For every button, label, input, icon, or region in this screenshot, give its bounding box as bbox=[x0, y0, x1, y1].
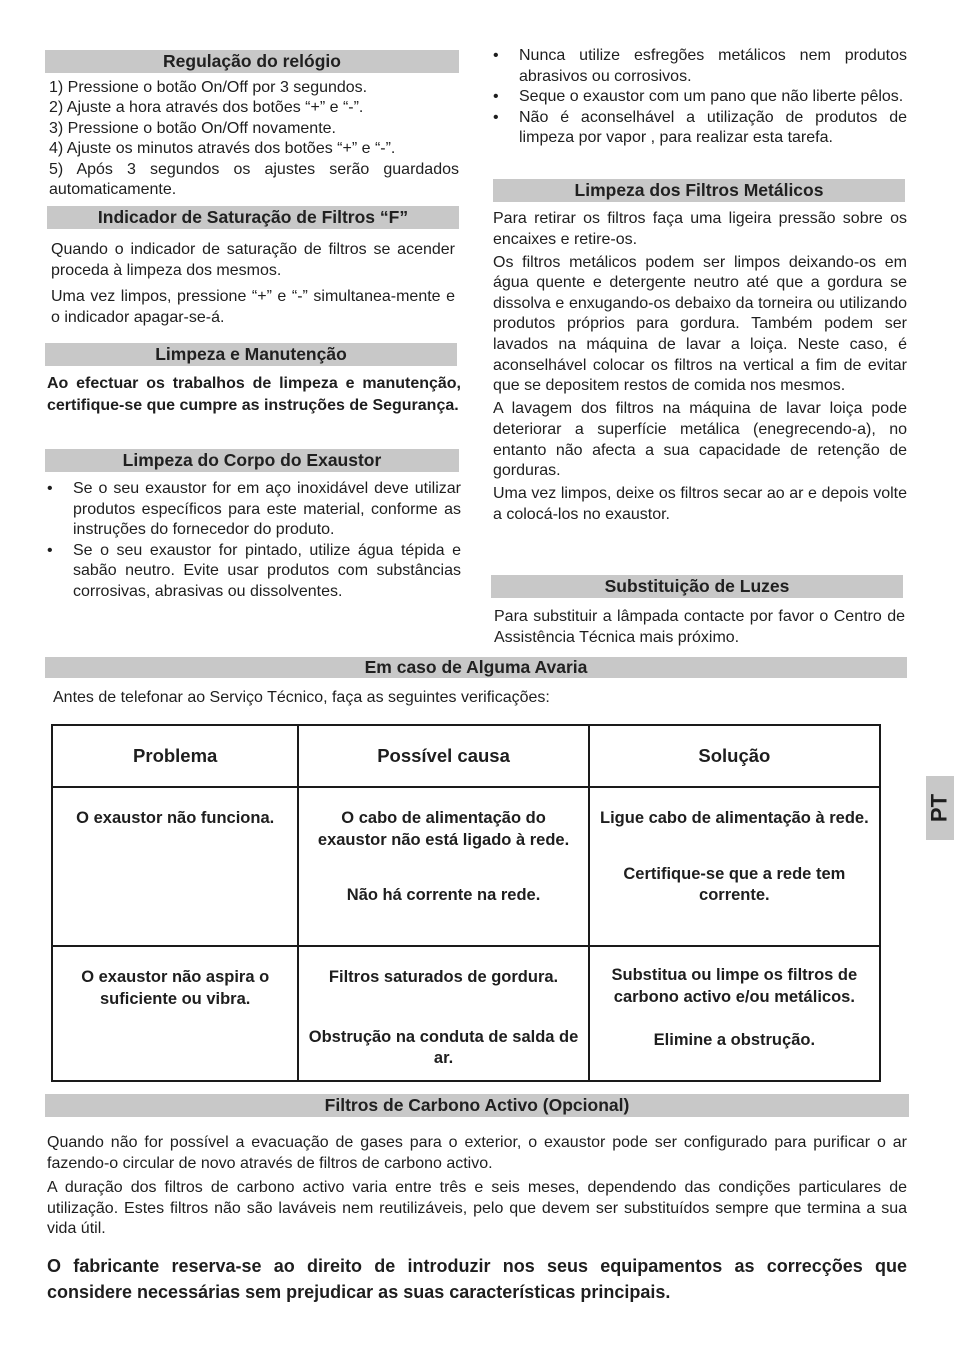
column-header-cause: Possível causa bbox=[298, 725, 588, 787]
solution-cell bbox=[589, 787, 880, 946]
heading-lights: Substituição de Luzes bbox=[491, 575, 903, 598]
cause-text: Não há corrente na rede. bbox=[346, 886, 541, 904]
table-header-row bbox=[52, 725, 880, 787]
carbon-p1: Quando não for possível a evacuação de gases para o exterior, o exaustor pode ser configurado para purificar o ar fazendo-o circular de novo através de filtros de carbono activo. bbox=[47, 1134, 907, 1172]
problem-text: O exaustor não aspira o suficiente ou vibra. bbox=[81, 968, 270, 1008]
solution-text: Ligue cabo de alimentação à rede. bbox=[600, 809, 869, 827]
solution-text: Certifique-se que a rede tem corrente. bbox=[623, 864, 846, 904]
lights-text: Para substituir a lâmpada contacte por favor o Centro de Assistência Técnica mais próximo. bbox=[494, 608, 905, 646]
clock-step-5: 5) Após 3 segundos os ajustes serão guardados automaticamente. bbox=[49, 160, 459, 199]
list-item: • Se o seu exaustor for pintado, utilize água tépida e sabão neutro. Evite usar produtos com substâncias corrosivas, abrasivas ou dissolventes. bbox=[47, 541, 461, 603]
cause-cell bbox=[298, 946, 588, 1081]
heading-maintenance: Limpeza e Manutenção bbox=[45, 343, 457, 366]
carbon-p2: A duração dos filtros de carbono activo varia entre três e seis meses, dependendo das condições particulares de utilização. Estes filtros não são laváveis nem reutilizáveis, pelo que devem ser substituídos sempre que termina a sua vida útil. bbox=[47, 1179, 907, 1238]
cause-text: O cabo de alimentação do exaustor não está ligado à rede. bbox=[317, 809, 570, 849]
language-tab bbox=[926, 776, 954, 840]
maintenance-warning: Ao efectuar os trabalhos de limpeza e manutenção, certifique-se que cumpre as instruções de Segurança. bbox=[47, 375, 461, 414]
faults-table bbox=[51, 724, 881, 1082]
clock-step-4: 4) Ajuste os minutos através dos botões “+” e “-”. bbox=[49, 140, 396, 158]
solution-text: Substitua ou limpe os filtros de carbono activo e/ou metálicos. bbox=[611, 966, 858, 1006]
clock-step-1: 1) Pressione o botão On/Off por 3 segundos. bbox=[49, 79, 368, 96]
column-header-solution: Solução bbox=[589, 725, 880, 787]
metal-filters-p3: A lavagem dos filtros na máquina de lavar loiça pode deteriorar a superfície metálica (enegrecendo-a), no entanto não afecta a sua capacidade de retenção de gorduras. bbox=[493, 400, 907, 480]
solution-text: Elimine a obstrução. bbox=[653, 1031, 816, 1049]
problem-cell bbox=[52, 946, 298, 1081]
heading-faults: Em caso de Alguma Avaria bbox=[45, 657, 907, 678]
cause-cell bbox=[298, 787, 588, 946]
heading-metal-filters: Limpeza dos Filtros Metálicos bbox=[493, 179, 905, 202]
solution-cell bbox=[589, 946, 880, 1081]
table-row bbox=[52, 787, 880, 946]
cause-text: Obstrução na conduta de salda de ar. bbox=[308, 1027, 579, 1067]
metal-filters-text bbox=[493, 209, 907, 525]
list-item: • Não é aconselhável a utilização de produtos de limpeza por vapor , para realizar esta tarefa. bbox=[493, 108, 907, 149]
metal-filters-p4: Uma vez limpos, deixe os filtros secar ao ar e depois volte a colocá-los no exaustor. bbox=[493, 485, 907, 523]
faults-intro: Antes de telefonar ao Serviço Técnico, faça as seguintes verificações: bbox=[53, 689, 550, 706]
cleaning-tips-list bbox=[493, 46, 907, 149]
clock-steps bbox=[49, 78, 459, 200]
heading-carbon-filters: Filtros de Carbono Activo (Opcional) bbox=[45, 1094, 909, 1117]
filter-indicator-p2: Uma vez limpos, pressione “+” e “-” simultanea-mente e o indicador apagar-se-á. bbox=[51, 288, 455, 326]
list-item: • Nunca utilize esfregões metálicos nem produtos abrasivos ou corrosivos. bbox=[493, 46, 907, 87]
heading-body-cleaning: Limpeza do Corpo do Exaustor bbox=[45, 449, 459, 472]
problem-cell bbox=[52, 787, 298, 946]
cause-text: Filtros saturados de gordura. bbox=[328, 968, 559, 986]
manufacturer-note: O fabricante reserva-se ao direito de introduzir nos seus equipamentos as correcções que considere necessárias sem prejudicar as suas características principais. bbox=[47, 1256, 907, 1302]
clock-step-2: 2) Ajuste a hora através dos botões “+” e “-”. bbox=[49, 99, 364, 117]
clock-step-3: 3) Pressione o botão On/Off novamente. bbox=[49, 119, 336, 137]
metal-filters-p2: Os filtros metálicos podem ser limpos deixando-os em água quente e detergente neutro até que a gordura se dissolva e enxugando-os debaixo da torneira ou utilizando produtos próprios para gordura. Também podem ser lavados na máquina de lavar a loiça. Neste caso, é aconselhável colocar os filtros na vertical a fim de evitar que se depositem restos de comida nos mesmos. bbox=[493, 253, 907, 395]
carbon-text bbox=[47, 1133, 907, 1240]
problem-text: O exaustor não funciona. bbox=[76, 809, 275, 827]
list-item: • Seque o exaustor com um pano que não liberte pêlos. bbox=[493, 87, 907, 108]
language-tab-label: PT bbox=[926, 793, 952, 823]
list-item: • Se o seu exaustor for em aço inoxidável deve utilizar produtos específicos para este material, conforme as instruções do fornecedor do produto. bbox=[47, 479, 461, 541]
heading-clock: Regulação do relógio bbox=[45, 50, 459, 73]
filter-indicator-p1: Quando o indicador de saturação de filtros se acender proceda à limpeza dos mesmos. bbox=[51, 241, 455, 279]
filter-indicator-text bbox=[51, 240, 455, 328]
heading-filter-indicator: Indicador de Saturação de Filtros “F” bbox=[47, 206, 459, 229]
table-row bbox=[52, 946, 880, 1081]
column-header-problem: Problema bbox=[52, 725, 298, 787]
metal-filters-p1: Para retirar os filtros faça uma ligeira pressão sobre os encaixes e retire-os. bbox=[493, 210, 907, 248]
body-cleaning-list bbox=[47, 479, 461, 603]
